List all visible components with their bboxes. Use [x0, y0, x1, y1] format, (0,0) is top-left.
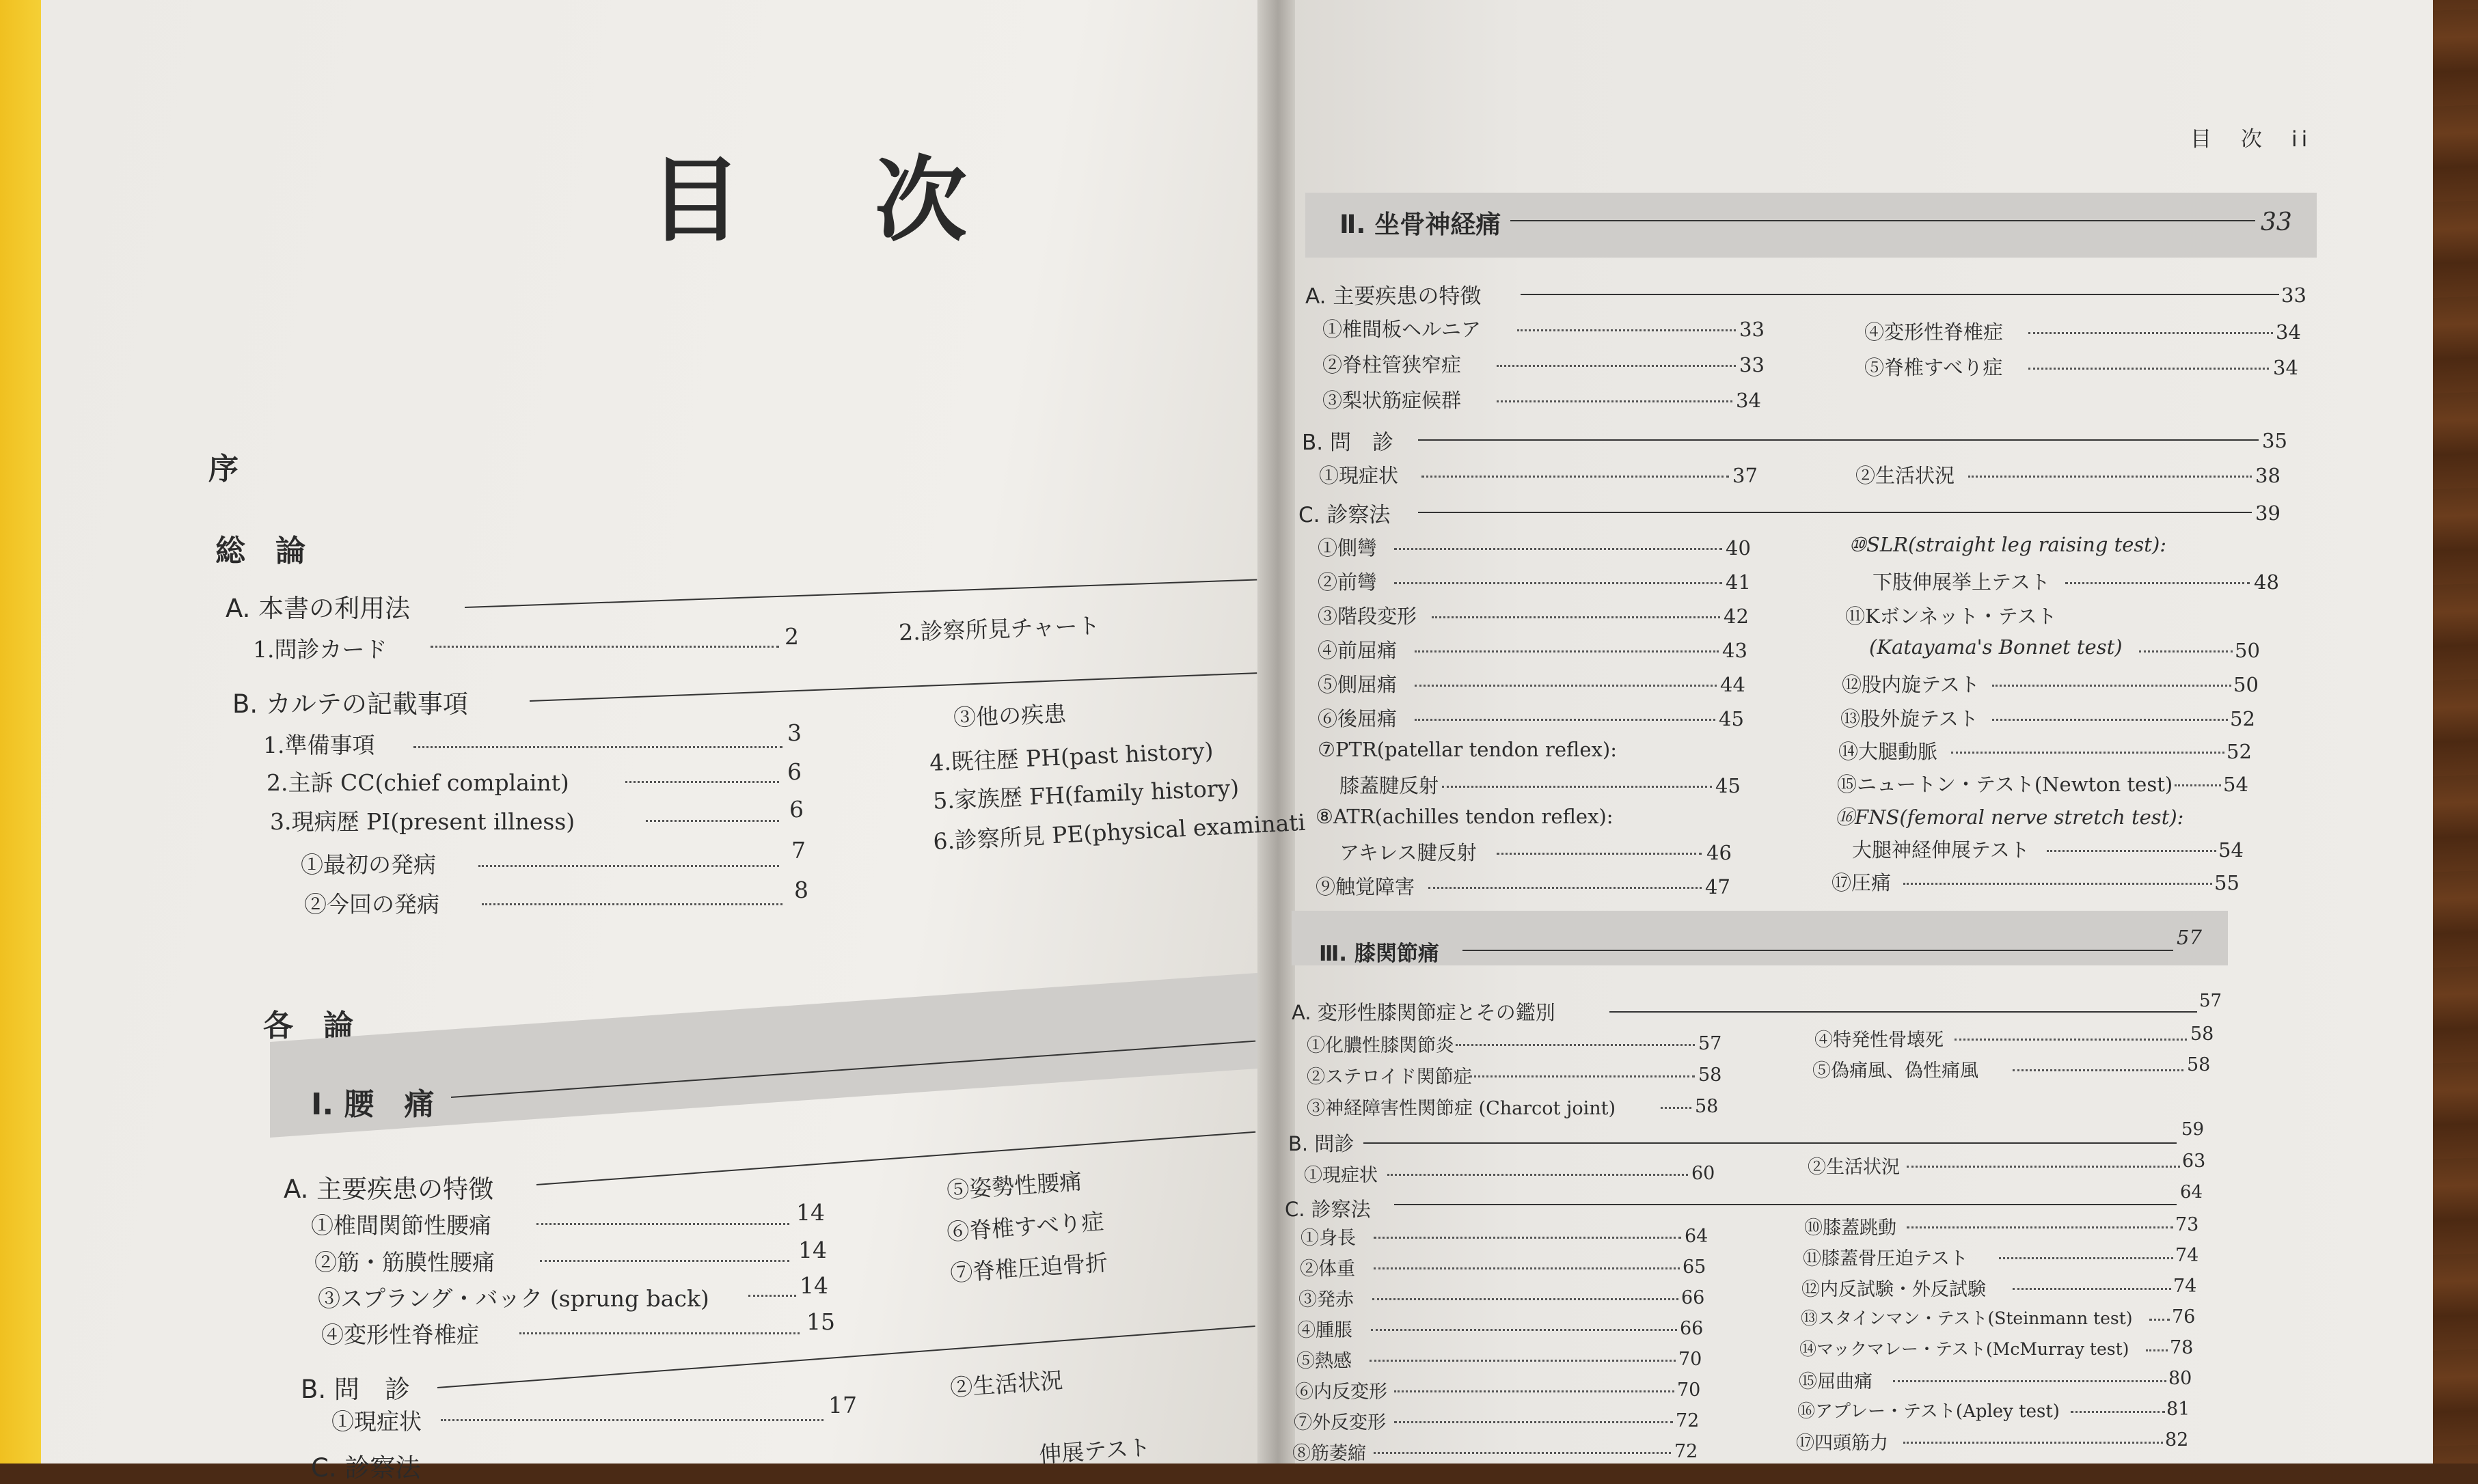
- toc-entry: ①化膿性膝関節炎: [1307, 1035, 1454, 1056]
- page-number: 42: [1724, 605, 1749, 628]
- toc-entry: ④前屈痛: [1318, 639, 1398, 662]
- page-number: 66: [1680, 1318, 1704, 1339]
- leader-dots: [1907, 1166, 2180, 1168]
- ch1-A-heading: A. 主要疾患の特徴: [284, 1174, 494, 1204]
- section-souron: 総 論: [215, 534, 305, 568]
- leader-dots: [1661, 1107, 1691, 1109]
- page-number: 6: [787, 758, 802, 785]
- toc-entry-partial: 伸展テスト: [1037, 1433, 1152, 1468]
- leader-dots: [536, 1223, 789, 1225]
- leader-dots: [1517, 329, 1736, 331]
- page-number: 74: [2173, 1276, 2197, 1297]
- leader-dots: [2139, 650, 2233, 652]
- leader-dots: [482, 903, 782, 905]
- page-number: 59: [2181, 1119, 2205, 1140]
- toc-entry: 大腿神経伸展テスト: [1852, 838, 2030, 862]
- toc-entry: ⑥内反変形: [1295, 1382, 1387, 1403]
- page-number: 44: [1720, 673, 1745, 696]
- leader-dots: [1374, 1267, 1680, 1269]
- leader-dots: [2149, 1319, 2170, 1321]
- ch3-C-heading: C. 診察法: [1285, 1198, 1371, 1221]
- leader-dots: [1394, 1390, 1674, 1392]
- toc-entry: ①現症状: [1304, 1165, 1378, 1186]
- leader-dots: [1893, 1380, 2166, 1382]
- page-number: 47: [1705, 875, 1730, 898]
- page-number: 50: [2233, 673, 2259, 696]
- toc-entry: (Katayama's Bonnet test): [1869, 635, 2123, 659]
- page-number: 37: [1732, 464, 1758, 487]
- toc-entry: ⑦外反変形: [1294, 1412, 1386, 1433]
- toc-entry: ⑪Kボンネット・テスト: [1845, 605, 2057, 628]
- rule: [1521, 294, 2279, 295]
- toc-entry: ①現症状: [1319, 464, 1399, 487]
- page-number: 74: [2175, 1245, 2199, 1266]
- toc-entry: ②ステロイド関節症: [1307, 1067, 1472, 1088]
- page-number: 65: [1683, 1256, 1706, 1278]
- page-number: 60: [1691, 1163, 1715, 1184]
- page-number: 50: [2235, 639, 2260, 662]
- leader-dots: [1432, 616, 1720, 618]
- leader-dots: [1955, 1039, 2187, 1041]
- leader-dots: [2175, 784, 2221, 786]
- chapter-3-title: Ⅲ. 膝関節痛: [1319, 942, 1439, 966]
- toc-entry: ①現症状: [331, 1408, 422, 1435]
- leader-dots: [1394, 582, 1722, 584]
- toc-entry: ③梨状筋症候群: [1322, 389, 1462, 412]
- toc-entry: ④腫脹: [1297, 1320, 1352, 1341]
- leader-dots: [1903, 1442, 2163, 1444]
- toc-entry: ⑯FNS(femoral nerve stretch test):: [1835, 806, 2184, 829]
- leader-dots: [431, 646, 779, 648]
- page-number: 52: [2227, 740, 2252, 763]
- ch3-B-heading: B. 問診: [1288, 1132, 1354, 1155]
- toc-entry: ②前彎: [1318, 571, 1378, 594]
- toc-entry: ①最初の発病: [301, 851, 436, 878]
- rule: [1609, 1011, 2197, 1013]
- page-number: 39: [2255, 501, 2280, 525]
- toc-entry: ⑫内反試験・外反試験: [1801, 1279, 1986, 1300]
- page-number: 73: [2175, 1214, 2199, 1235]
- toc-entry: アキレス腱反射: [1339, 841, 1477, 864]
- page-number: 70: [1678, 1349, 1702, 1370]
- page-number: 57: [1698, 1033, 1722, 1054]
- page-number: 63: [2182, 1151, 2206, 1172]
- toc-entry: ⑯アプレー・テスト(Apley test): [1797, 1401, 2060, 1422]
- leader-dots: [540, 1260, 789, 1262]
- page-number: 34: [2276, 320, 2301, 344]
- leader-dots: [1394, 548, 1722, 550]
- ch2-C-heading: C. 診察法: [1298, 503, 1391, 527]
- toc-entry: ⑤脊椎すべり症: [1864, 356, 2003, 379]
- toc-entry: ②体重: [1300, 1259, 1355, 1280]
- page-number: 40: [1726, 536, 1751, 560]
- page-number: 43: [1722, 639, 1747, 662]
- page-number: 55: [2214, 871, 2239, 894]
- rule: [1363, 1142, 2177, 1144]
- page-number: 52: [2230, 707, 2255, 730]
- section-kakuron: 各 論: [263, 1008, 353, 1043]
- page-number: 17: [828, 1392, 857, 1418]
- toc-entry: 3.現病歴 PI(present illness): [270, 808, 575, 835]
- rule: [1510, 220, 2255, 221]
- toc-entry: ②生活状況: [949, 1366, 1064, 1401]
- toc-entry: 4.既往歴 PH(past history): [929, 737, 1214, 777]
- toc-entry: ①椎間板ヘルニア: [1322, 318, 1482, 341]
- ch1-C-heading-partial: C. 診察法: [311, 1453, 421, 1483]
- page-number: 82: [2165, 1429, 2189, 1451]
- toc-entry: 5.家族歴 FH(family history): [932, 774, 1240, 814]
- leader-dots: [1442, 786, 1712, 788]
- page-number: 66: [1681, 1287, 1705, 1308]
- leader-dots: [519, 1332, 800, 1334]
- toc-entry: 2.診察所見チャート: [898, 612, 1101, 646]
- leader-dots: [1951, 752, 2224, 754]
- toc-entry: 1.準備事項: [263, 732, 375, 758]
- leader-dots: [1456, 1044, 1695, 1046]
- leader-dots: [1968, 476, 2252, 478]
- leader-dots: [1907, 1226, 2173, 1228]
- page-number: 7: [791, 837, 806, 864]
- leader-dots: [2028, 368, 2269, 370]
- running-head: 目 次 ii: [2190, 127, 2312, 152]
- page-number: 72: [1676, 1410, 1700, 1431]
- toc-entry: ③スプラング・バック (sprung back): [318, 1285, 709, 1312]
- toc-entry: ⑤熱感: [1296, 1351, 1352, 1372]
- leader-dots: [1992, 719, 2228, 721]
- page-number: 8: [794, 877, 808, 903]
- toc-entry: ⑰四頭筋力: [1796, 1433, 1888, 1454]
- toc-entry: ④変形性脊椎症: [321, 1321, 479, 1348]
- toc-entry: ⑭大腿動脈: [1838, 740, 1938, 763]
- toc-entry: ⑧筋萎縮: [1292, 1443, 1366, 1464]
- toc-title: 目 次: [649, 147, 988, 254]
- page-number: 45: [1719, 707, 1744, 730]
- rule: [1462, 950, 2173, 951]
- page-number: 45: [1715, 774, 1741, 797]
- toc-entry: ⑥脊椎すべり症: [946, 1208, 1105, 1246]
- page-number: 57: [2177, 926, 2202, 949]
- page-number: 2: [785, 623, 799, 650]
- book-gutter: [1257, 0, 1298, 1464]
- ch1-B-heading: B. 問 診: [301, 1375, 410, 1404]
- leader-dots: [1497, 365, 1736, 367]
- A-heading: A. 本書の利用法: [226, 594, 411, 623]
- leader-dots: [1394, 1421, 1673, 1423]
- toc-entry: 2.主訴 CC(chief complaint): [267, 769, 569, 796]
- leader-dots: [1992, 685, 2231, 687]
- page-number: 48: [2254, 571, 2279, 594]
- page-number: 41: [1726, 571, 1751, 594]
- leader-dots: [1415, 650, 1719, 652]
- page-number: 38: [2255, 464, 2280, 487]
- toc-entry: ③階段変形: [1318, 605, 1417, 628]
- toc-entry: ②生活状況: [1855, 464, 1955, 487]
- page-number: 46: [1706, 841, 1732, 864]
- leader-dots: [2047, 850, 2216, 852]
- section-jo: 序: [208, 452, 239, 486]
- page-number: 14: [800, 1272, 828, 1299]
- toc-entry: ②今回の発病: [304, 891, 439, 918]
- rule: [1394, 1204, 2177, 1205]
- toc-entry: 1.問診カード: [253, 636, 387, 663]
- leader-dots: [1497, 400, 1732, 402]
- page-number: 14: [796, 1199, 825, 1226]
- page-number: 72: [1674, 1441, 1698, 1462]
- leader-dots: [478, 865, 779, 867]
- page-number: 78: [2170, 1337, 2194, 1358]
- toc-entry: 膝蓋腱反射: [1339, 774, 1439, 797]
- leader-dots: [1421, 476, 1729, 478]
- page-number: 14: [798, 1237, 827, 1263]
- page-number: 3: [787, 719, 802, 746]
- toc-entry: ④変形性脊椎症: [1864, 320, 2004, 344]
- leader-dots: [2013, 1288, 2171, 1290]
- leader-dots: [413, 746, 782, 748]
- leader-dots: [625, 781, 779, 783]
- toc-entry: ⑤姿勢性腰痛: [946, 1168, 1083, 1204]
- page-number: 33: [2261, 208, 2292, 236]
- toc-entry: 下肢伸展挙上テスト: [1873, 571, 2050, 594]
- page-number: 81: [2166, 1399, 2190, 1420]
- leader-dots: [2028, 332, 2273, 334]
- page-number: 64: [1685, 1226, 1708, 1247]
- page-number: 54: [2218, 838, 2244, 862]
- page-number: 33: [2281, 284, 2306, 307]
- toc-entry: ⑮ニュートン・テスト(Newton test): [1837, 773, 2173, 796]
- leader-dots: [1999, 1257, 2173, 1259]
- leader-dots: [1497, 853, 1702, 855]
- page-number: 64: [2180, 1182, 2203, 1203]
- toc-entry: ⑰圧痛: [1832, 871, 1892, 894]
- toc-entry: ②生活状況: [1808, 1157, 1900, 1178]
- page-number: 76: [2172, 1306, 2196, 1328]
- toc-entry: ①身長: [1301, 1228, 1356, 1249]
- leader-dots: [1469, 1075, 1695, 1077]
- leader-dots: [1370, 1360, 1676, 1362]
- leader-dots: [1371, 1329, 1677, 1331]
- toc-entry: ③神経障害性関節症 (Charcot joint): [1307, 1098, 1616, 1119]
- toc-entry: 6.診察所見 PE(physical examinati: [932, 808, 1307, 855]
- ch2-B-heading: B. 問 診: [1302, 430, 1393, 455]
- toc-entry: ⑩SLR(straight leg raising test):: [1849, 533, 2167, 556]
- toc-entry: ⑦脊椎圧迫骨折: [949, 1248, 1109, 1287]
- page-number: 80: [2168, 1368, 2192, 1389]
- leader-dots: [1372, 1298, 1678, 1300]
- ch2-A-heading: A. 主要疾患の特徴: [1305, 284, 1482, 309]
- page-number: 34: [2273, 356, 2298, 379]
- leader-dots: [1428, 887, 1702, 889]
- leader-dots: [2065, 582, 2250, 584]
- page-number: 33: [1739, 353, 1765, 376]
- page-number: 33: [1739, 318, 1765, 341]
- toc-entry: ⑬股外旋テスト: [1840, 707, 1978, 730]
- leader-dots: [1415, 719, 1715, 721]
- page-number: 54: [2223, 773, 2248, 796]
- toc-entry: ⑮屈曲痛: [1799, 1371, 1873, 1392]
- toc-entry: ⑥後屈痛: [1318, 707, 1398, 730]
- leader-dots: [1387, 1174, 1688, 1176]
- ch3-A-heading: A. 変形性膝関節症とその鑑別: [1292, 1001, 1555, 1024]
- toc-entry: ⑦PTR(patellar tendon reflex):: [1318, 738, 1617, 761]
- page-number: 57: [2199, 991, 2222, 1011]
- toc-entry: ②筋・筋膜性腰痛: [314, 1249, 495, 1276]
- rule: [1418, 512, 2252, 513]
- leader-dots: [1374, 1452, 1671, 1454]
- leader-dots: [1374, 1237, 1681, 1239]
- B-heading: B. カルテの記載事項: [232, 689, 468, 719]
- chapter-2-title: Ⅱ. 坐骨神経痛: [1339, 210, 1501, 239]
- toc-entry: ①側彎: [1318, 536, 1378, 560]
- page-number: 58: [1698, 1064, 1722, 1086]
- toc-entry: ⑧ATR(achilles tendon reflex):: [1316, 805, 1614, 828]
- leader-dots: [2071, 1411, 2165, 1413]
- toc-entry: ⑬スタインマン・テスト(Steinmann test): [1801, 1308, 2133, 1328]
- page-number: 70: [1677, 1379, 1701, 1401]
- leader-dots: [2146, 1349, 2168, 1351]
- toc-entry: ⑫股内旋テスト: [1842, 673, 1980, 696]
- chapter-1-title: Ⅰ. 腰 痛: [311, 1087, 435, 1122]
- page-number: 58: [2190, 1023, 2214, 1045]
- page-number: 58: [1695, 1096, 1719, 1117]
- page-number: 34: [1736, 389, 1761, 412]
- toc-entry: ⑪膝蓋骨圧迫テスト: [1803, 1248, 1968, 1269]
- toc-entry: ②脊柱管狭窄症: [1322, 353, 1462, 376]
- toc-entry: ⑨触覚障害: [1316, 875, 1415, 898]
- toc-entry: ③他の疾患: [953, 700, 1067, 731]
- toc-entry: ⑤側屈痛: [1318, 673, 1398, 696]
- toc-entry: ⑤偽痛風、偽性痛風: [1812, 1060, 1978, 1082]
- toc-entry: ⑭マックマレー・テスト(McMurray test): [1799, 1339, 2129, 1359]
- rule: [1418, 439, 2259, 441]
- page-number: 6: [789, 796, 804, 823]
- toc-entry: ⑩膝蓋跳動: [1804, 1218, 1896, 1239]
- leader-dots: [748, 1295, 796, 1297]
- page-number: 15: [806, 1308, 835, 1335]
- page-number: 58: [2187, 1054, 2211, 1075]
- toc-entry: ③発赤: [1298, 1289, 1354, 1310]
- toc-entry: ④特発性骨壊死: [1814, 1030, 1944, 1051]
- leader-dots: [646, 820, 779, 822]
- toc-entry: ①椎間関節性腰痛: [311, 1212, 491, 1239]
- leader-dots: [441, 1419, 823, 1421]
- leader-dots: [1415, 685, 1717, 687]
- leader-dots: [2013, 1069, 2183, 1071]
- leader-dots: [1903, 883, 2212, 885]
- page-number: 35: [2262, 429, 2287, 452]
